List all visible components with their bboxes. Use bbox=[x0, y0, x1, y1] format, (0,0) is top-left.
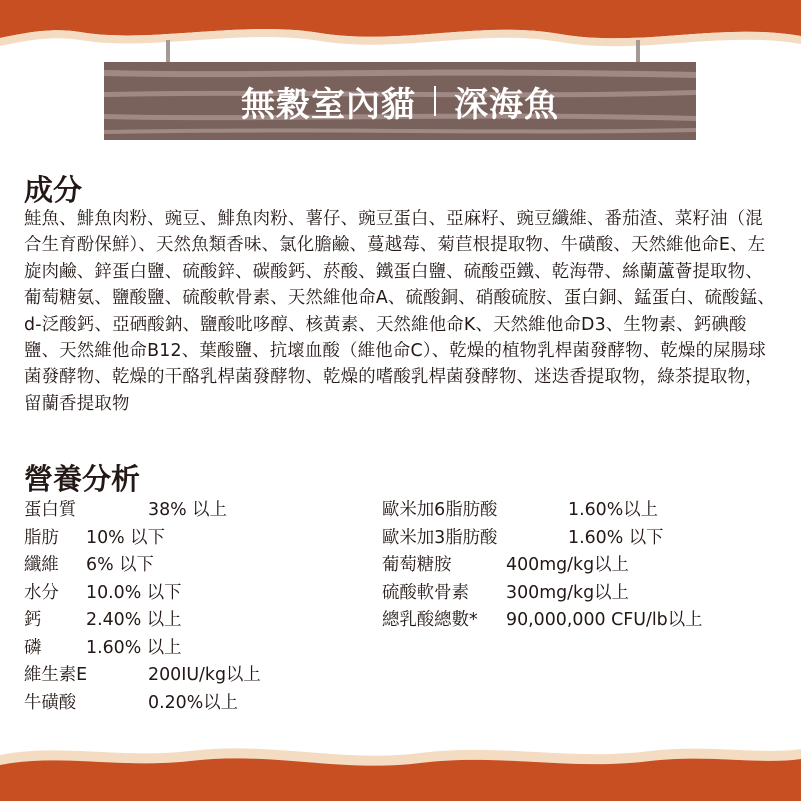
nutrition-row bbox=[24, 525, 364, 553]
nutrition-row bbox=[382, 497, 782, 525]
sign-title bbox=[104, 62, 696, 140]
nutrient-label: 鈣 bbox=[24, 610, 42, 630]
bottom-wave-decoration bbox=[0, 729, 801, 801]
nutrient-value: 200IU/kg以上 bbox=[148, 665, 261, 685]
nutrition-row bbox=[24, 552, 364, 580]
nutrient-label: 纖維 bbox=[24, 555, 59, 575]
sign-rope-right bbox=[636, 40, 640, 64]
ingredients-text: 鮭魚、鯡魚肉粉、豌豆、鯡魚肉粉、薯仔、豌豆蛋白、亞麻籽、豌豆纖維、番茄渣、菜籽油（混合生育酚保鮮）、天然魚類香味、氯化膽鹼、蔓越莓、菊苣根提取物、牛磺酸、天然維他命E、左旋肉鹼、鋅蛋白鹽、硫酸鋅、碳酸鈣、菸酸、鐵蛋白鹽、硫酸亞鐵、乾海帶、絲蘭蘆薈提取物、葡萄糖氨、鹽酸鹽、硫酸軟骨素、天然維他命A、硫酸銅、硝酸硫胺、蛋白銅、錳蛋白、硫酸錳、d-泛酸鈣、亞硒酸鈉、鹽酸吡哆醇、核黃素、天然維他命K、天然維他命D3、生物素、鈣碘酸鹽、天然維他命B12、葉酸鹽、抗壞血酸（維他命C）、乾燥的植物乳桿菌發酵物、乾燥的屎腸球菌發酵物、乾燥的干酪乳桿菌發酵物、乾燥的嗜酸乳桿菌發酵物、迷迭香提取物，綠茶提取物，留蘭香提取物 bbox=[24, 209, 775, 414]
nutrient-label: 脂肪 bbox=[24, 527, 59, 548]
flavor-title: 深海魚 bbox=[454, 84, 559, 125]
nutrition-row bbox=[382, 525, 782, 553]
nutrient-label: 總乳酸總數* bbox=[382, 610, 478, 630]
nutrition-row bbox=[24, 580, 364, 608]
nutrition-right-column bbox=[382, 497, 782, 635]
nutrient-value: 400mg/kg以上 bbox=[506, 555, 629, 575]
nutrient-value: 10% 以下 bbox=[86, 527, 165, 548]
nutrient-label: 水分 bbox=[24, 582, 59, 603]
nutrient-label: 蛋白質 bbox=[24, 500, 77, 520]
product-line-title: 無穀室內貓 bbox=[241, 84, 416, 125]
nutrient-label: 牛磺酸 bbox=[24, 692, 77, 713]
nutrition-row bbox=[382, 580, 782, 608]
nutrient-value: 0.20%以上 bbox=[148, 692, 239, 713]
nutrient-label: 維生素E bbox=[24, 665, 88, 685]
nutrition-row bbox=[24, 607, 364, 635]
hanging-sign bbox=[104, 40, 696, 144]
nutrition-left-column bbox=[24, 497, 364, 717]
nutrient-value: 90,000,000 CFU/lb以上 bbox=[506, 610, 703, 630]
sign-rope-left bbox=[166, 40, 170, 64]
nutrient-value: 300mg/kg以上 bbox=[506, 582, 629, 603]
nutrition-row bbox=[24, 635, 364, 663]
nutrient-value: 2.40% 以上 bbox=[86, 610, 182, 630]
nutrient-label: 葡萄糖胺 bbox=[382, 555, 452, 575]
nutrient-label: 硫酸軟骨素 bbox=[382, 582, 469, 603]
nutrition-row bbox=[382, 607, 782, 635]
nutrition-row bbox=[382, 552, 782, 580]
nutrient-value: 1.60%以上 bbox=[568, 500, 659, 520]
nutrient-value: 1.60% 以上 bbox=[86, 637, 182, 658]
nutrient-value: 10.0% 以下 bbox=[86, 582, 182, 603]
nutrition-row bbox=[24, 662, 364, 690]
nutrient-value: 1.60% 以下 bbox=[568, 527, 664, 548]
nutrient-value: 38% 以上 bbox=[148, 500, 227, 520]
nutrient-label: 歐米加3脂肪酸 bbox=[382, 527, 498, 548]
nutrition-row bbox=[24, 690, 364, 718]
nutrient-label: 歐米加6脂肪酸 bbox=[382, 500, 498, 520]
ingredients-heading: 成分 bbox=[24, 173, 83, 207]
nutrition-row bbox=[24, 497, 364, 525]
nutrition-heading: 營養分析 bbox=[24, 462, 141, 496]
title-divider bbox=[434, 86, 436, 116]
nutrient-value: 6% 以下 bbox=[86, 555, 154, 575]
nutrient-label: 磷 bbox=[24, 637, 42, 658]
